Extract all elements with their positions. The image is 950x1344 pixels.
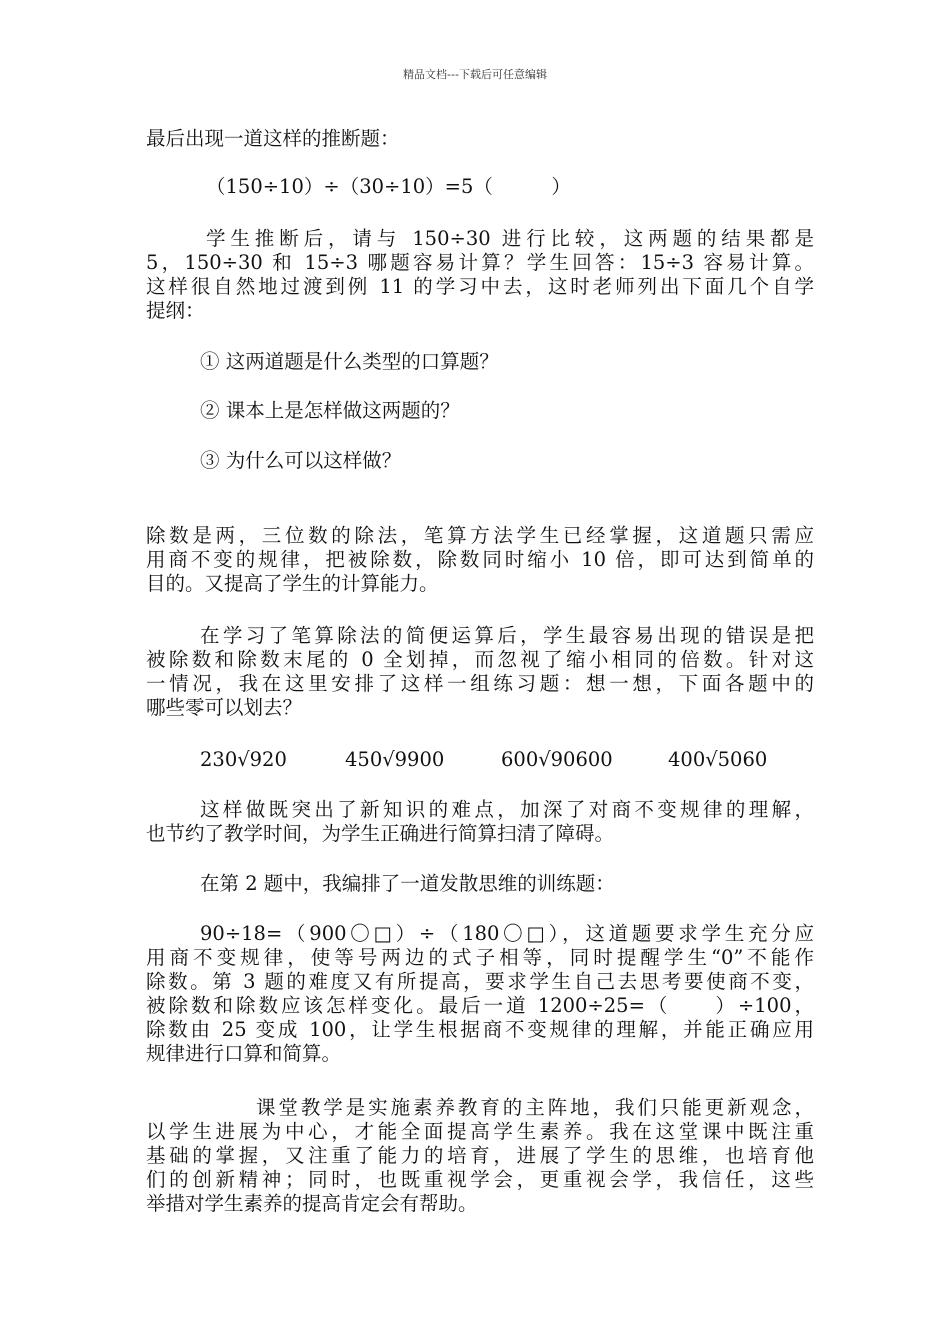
exercise-2: 450√9900: [345, 748, 445, 771]
paragraph-line: 们的创新精神；同时，也既重视学会，更重视会学，我信任，这些: [146, 1168, 814, 1191]
paragraph-line: 在学习了笔算除法的简便运算后，学生最容易出现的错误是把: [200, 624, 814, 647]
paragraph-line: 用商不变规律，使等号两边的式子相等，同时提醒学生“0”不能作: [146, 946, 814, 969]
paragraph-line: 被除数和除数末尾的 0 全划掉，而忽视了缩小相同的倍数。针对这: [146, 648, 814, 671]
paragraph-line: 被除数和除数应该怎样变化。最后一道 1200÷25=（ ）÷100，: [146, 994, 814, 1017]
paragraph-line: 这样做既突出了新知识的难点，加深了对商不变规律的理解，: [200, 798, 814, 821]
paragraph-line: 除数由 25 变成 100，让学生根据商不变规律的理解，并能正确应用: [146, 1018, 814, 1041]
paragraph-line: 规律进行口算和简算。: [146, 1042, 342, 1065]
outline-item-2: ② 课本上是怎样做这两题的？: [200, 399, 460, 422]
equation-line: （150÷10）÷（30÷10）=5（ ）: [206, 175, 571, 198]
paragraph-line: 一情况，我在这里安排了这样一组练习题：想一想，下面各题中的: [146, 672, 814, 695]
outline-item-1: ① 这两道题是什么类型的口算题？: [200, 350, 499, 373]
paragraph-line: 也节约了教学时间，为学生正确进行简算扫清了障碍。: [146, 822, 615, 845]
paragraph-line: 学生推断后，请与 150÷30 进行比较，这两题的结果都是: [206, 227, 814, 250]
paragraph-line: 提纲：: [146, 299, 205, 322]
page-header: 精品文档---下载后可任意编辑: [403, 68, 547, 81]
exercise-4: 400√5060: [668, 748, 768, 771]
paragraph-line: 课堂教学是实施素养教育的主阵地，我们只能更新观念，: [256, 1096, 814, 1119]
exercise-1: 230√920: [200, 748, 287, 771]
paragraph-line: 最后出现一道这样的推断题：: [146, 127, 400, 150]
paragraph-line: 90÷18=（900〇□）÷（180〇□），这道题要求学生充分应: [200, 922, 814, 945]
paragraph-line: 用商不变的规律，把被除数，除数同时缩小 10 倍，即可达到简单的: [146, 548, 814, 571]
exercise-3: 600√90600: [501, 748, 613, 771]
paragraph-line: 这样很自然地过渡到例 11 的学习中去，这时老师列出下面几个自学: [146, 275, 814, 298]
paragraph-line: 哪些零可以划去？: [146, 696, 303, 719]
paragraph-line: 基础的掌握，又注重了能力的培育，进展了学生的思维，也培育他: [146, 1144, 814, 1167]
paragraph-line: 5，150÷30 和 15÷3 哪题容易计算？学生回答：15÷3 容易计算。: [146, 251, 814, 274]
paragraph-line: 以学生进展为中心，才能全面提高学生素养。我在这堂课中既注重: [146, 1120, 814, 1143]
paragraph-line: 在第 2 题中，我编排了一道发散思维的训练题：: [200, 872, 615, 895]
paragraph-line: 除数。第 3 题的难度又有所提高，要求学生自己去思考要使商不变，: [146, 970, 814, 993]
paragraph-line: 除数是两，三位数的除法，笔算方法学生已经掌握，这道题只需应: [146, 524, 814, 547]
paragraph-line: 目的。又提高了学生的计算能力。: [146, 572, 439, 595]
paragraph-line: 举措对学生素养的提高肯定会有帮助。: [146, 1192, 478, 1215]
outline-item-3: ③ 为什么可以这样做？: [200, 449, 402, 472]
